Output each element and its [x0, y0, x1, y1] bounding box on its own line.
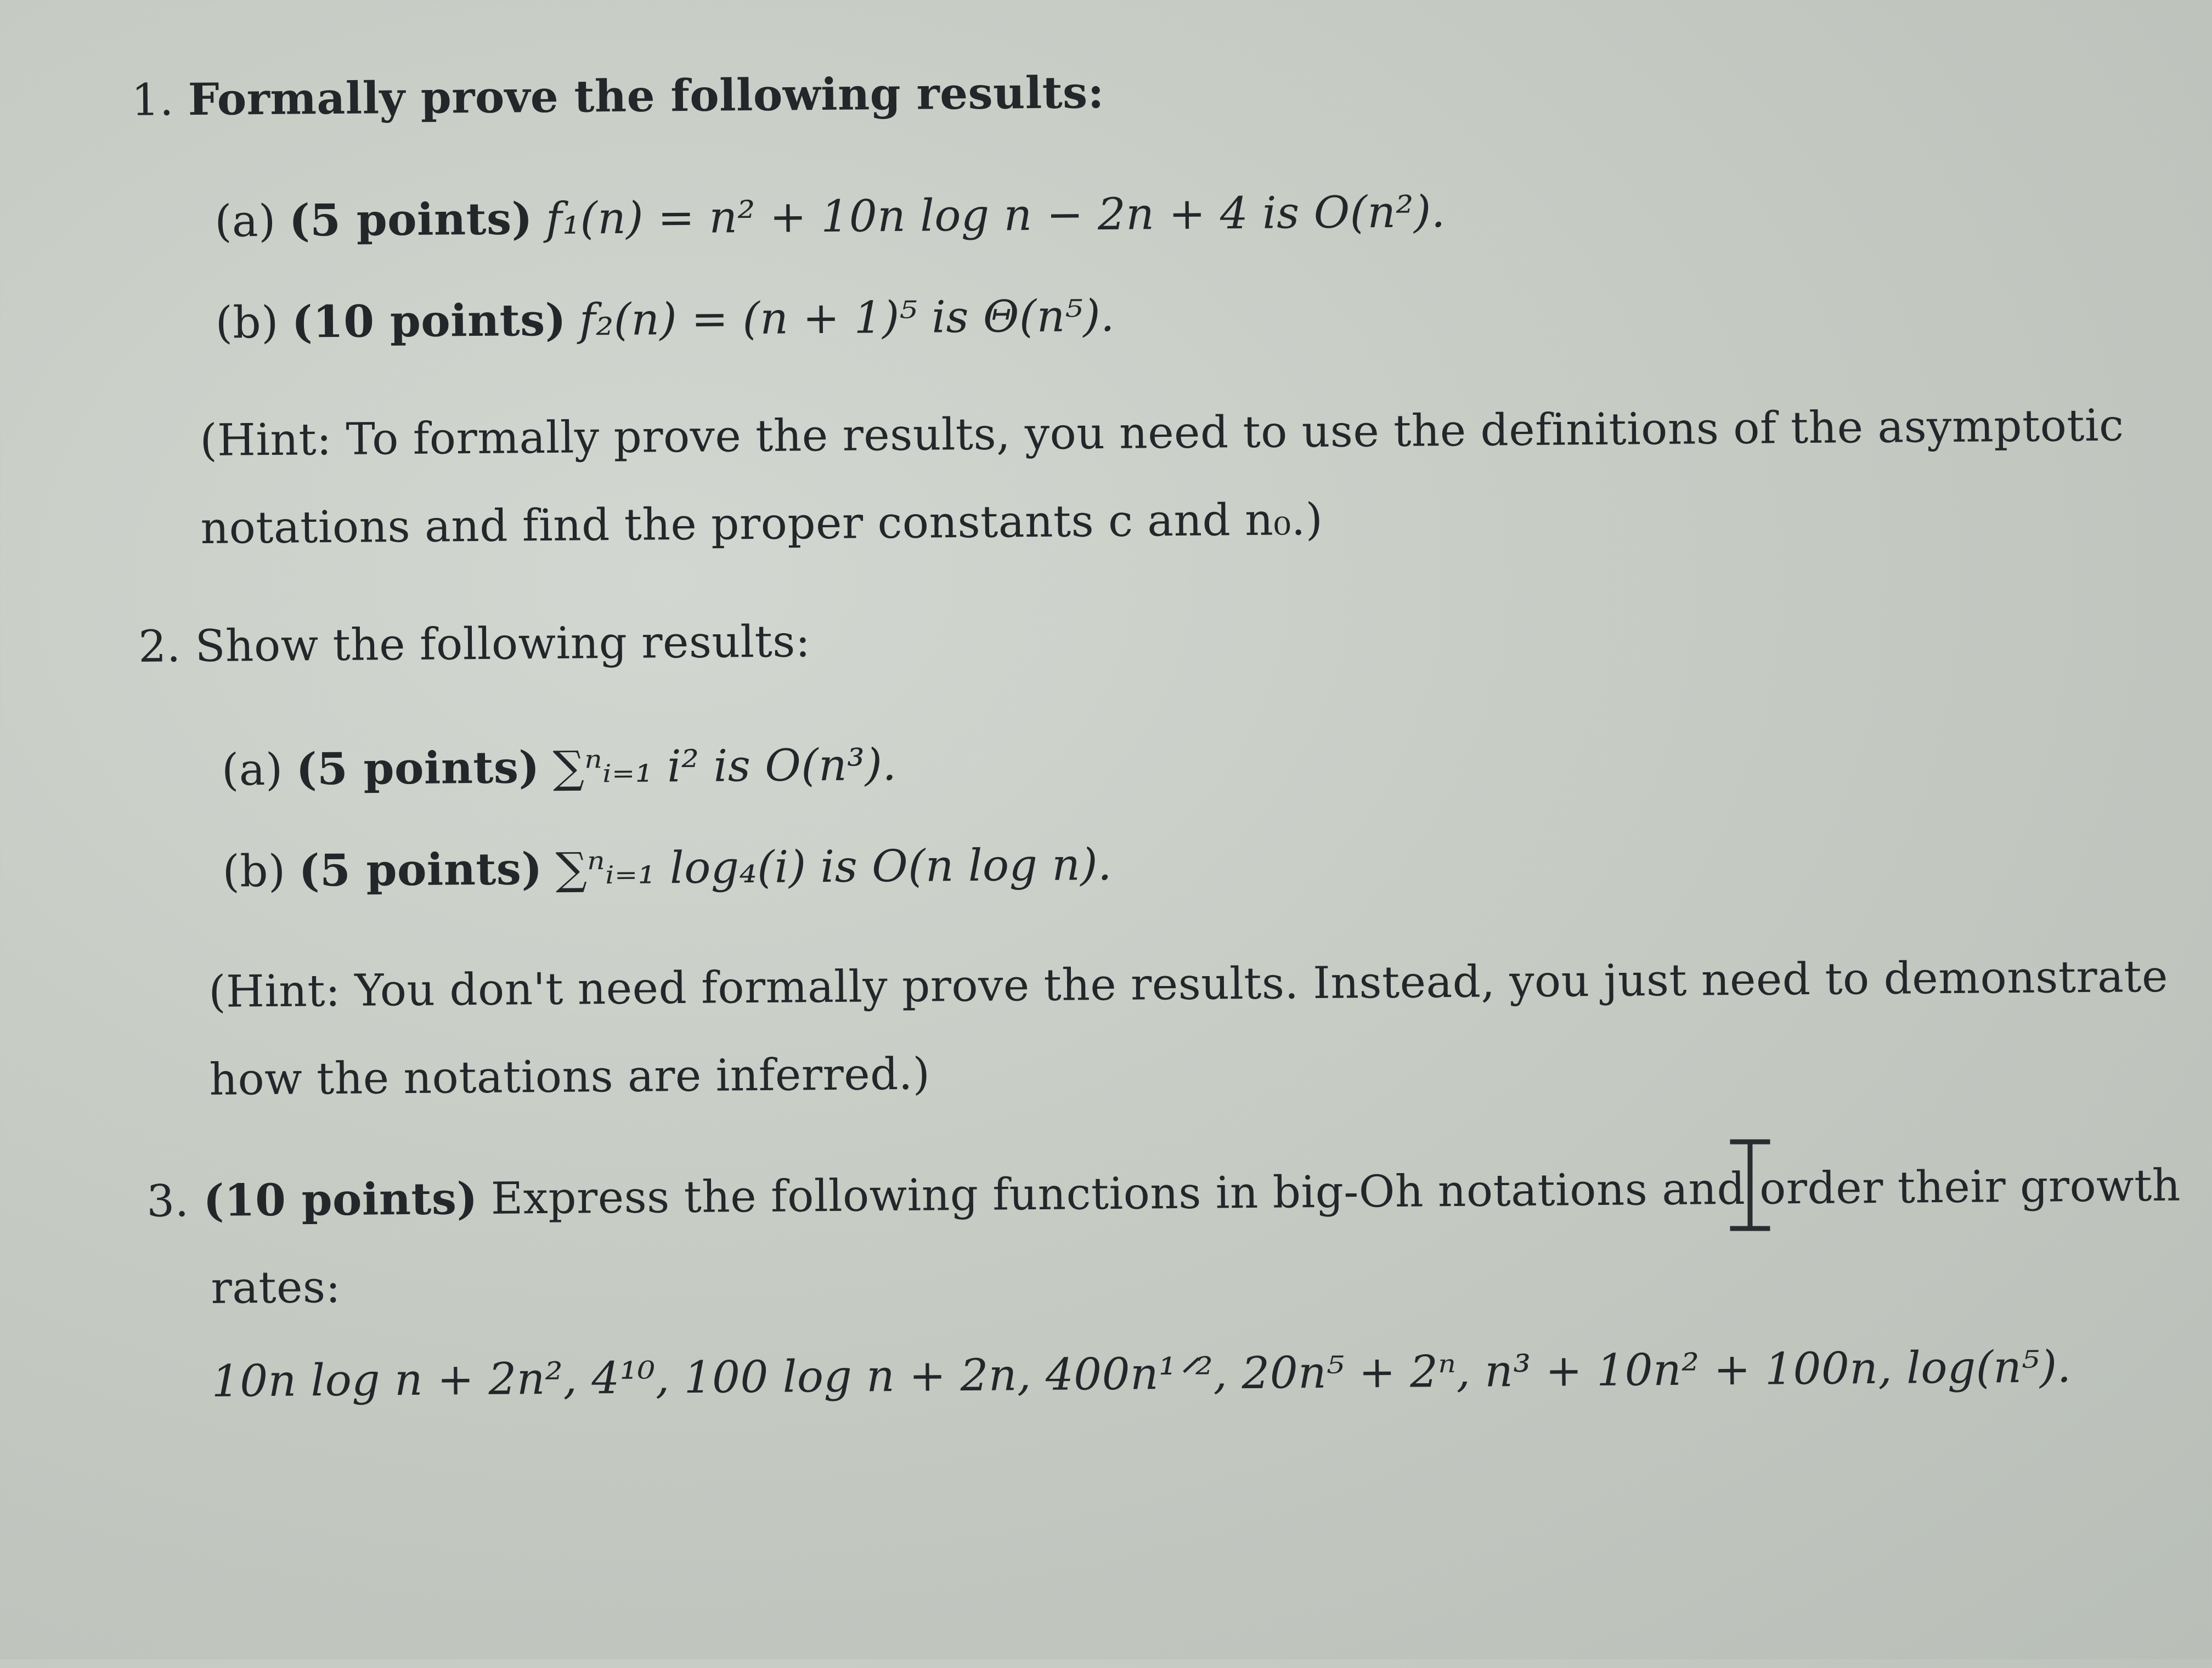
problem-1-hint-line-2: notations and find the proper constants c and n₀.): [200, 493, 1323, 554]
problem-1a: [214, 186, 1446, 247]
problem-3-points: (10 points): [203, 1173, 478, 1226]
problem-2a-points: (5 points): [296, 741, 540, 795]
problem-3-title: Express the following functions in big-Oh notations and order their growth: [490, 1159, 2181, 1224]
problem-1-heading: [131, 66, 1105, 126]
problem-2-hint-line-2: how the notations are inferred.): [209, 1048, 930, 1105]
problem-2-title: Show the following results:: [195, 616, 811, 672]
problem-2-number: 2.: [138, 621, 182, 672]
problem-1a-text: f₁(n) = n² + 10n log n − 2n + 4 is O(n²).: [545, 186, 1446, 244]
problem-1b-label: (b): [215, 296, 279, 348]
problem-1b-text: f₂(n) = (n + 1)⁵ is Θ(n⁵).: [579, 290, 1115, 346]
problem-2-heading: [138, 616, 811, 672]
problem-1-hint-line-1: (Hint: To formally prove the results, you need to use the definitions of the asymptotic: [200, 399, 2124, 466]
problem-2a-text: ∑ⁿᵢ₌₁ i² is O(n³).: [552, 739, 897, 793]
problem-1b: [215, 290, 1115, 348]
problem-3-functions: 10n log n + 2n², 4¹⁰, 100 log n + 2n, 400n¹ᐟ², 20n⁵ + 2ⁿ, n³ + 10n² + 100n, log(n⁵).: [211, 1341, 2072, 1407]
problem-2b-label: (b): [222, 845, 286, 897]
text-cursor-icon: [1728, 1139, 1772, 1232]
problem-2b-points: (5 points): [298, 843, 543, 897]
problem-3-title-continued: rates:: [211, 1261, 341, 1314]
problem-1-number: 1.: [131, 74, 174, 126]
problem-1a-points: (5 points): [289, 193, 533, 246]
problem-2a-label: (a): [221, 743, 284, 796]
problem-3-heading: [146, 1159, 2181, 1227]
problem-1a-label: (a): [214, 195, 276, 247]
problem-3-number: 3.: [146, 1175, 189, 1227]
problem-2-hint-line-1: (Hint: You don't need formally prove the results. Instead, you just need to demonstrate: [208, 950, 2169, 1017]
problem-1b-points: (10 points): [291, 294, 567, 348]
problem-2b-text: ∑ⁿᵢ₌₁ log₄(i) is O(n log n).: [555, 838, 1113, 894]
problem-1-title: Formally prove the following results:: [188, 66, 1105, 126]
problem-2b: [222, 838, 1113, 897]
problem-2a: [221, 739, 897, 796]
